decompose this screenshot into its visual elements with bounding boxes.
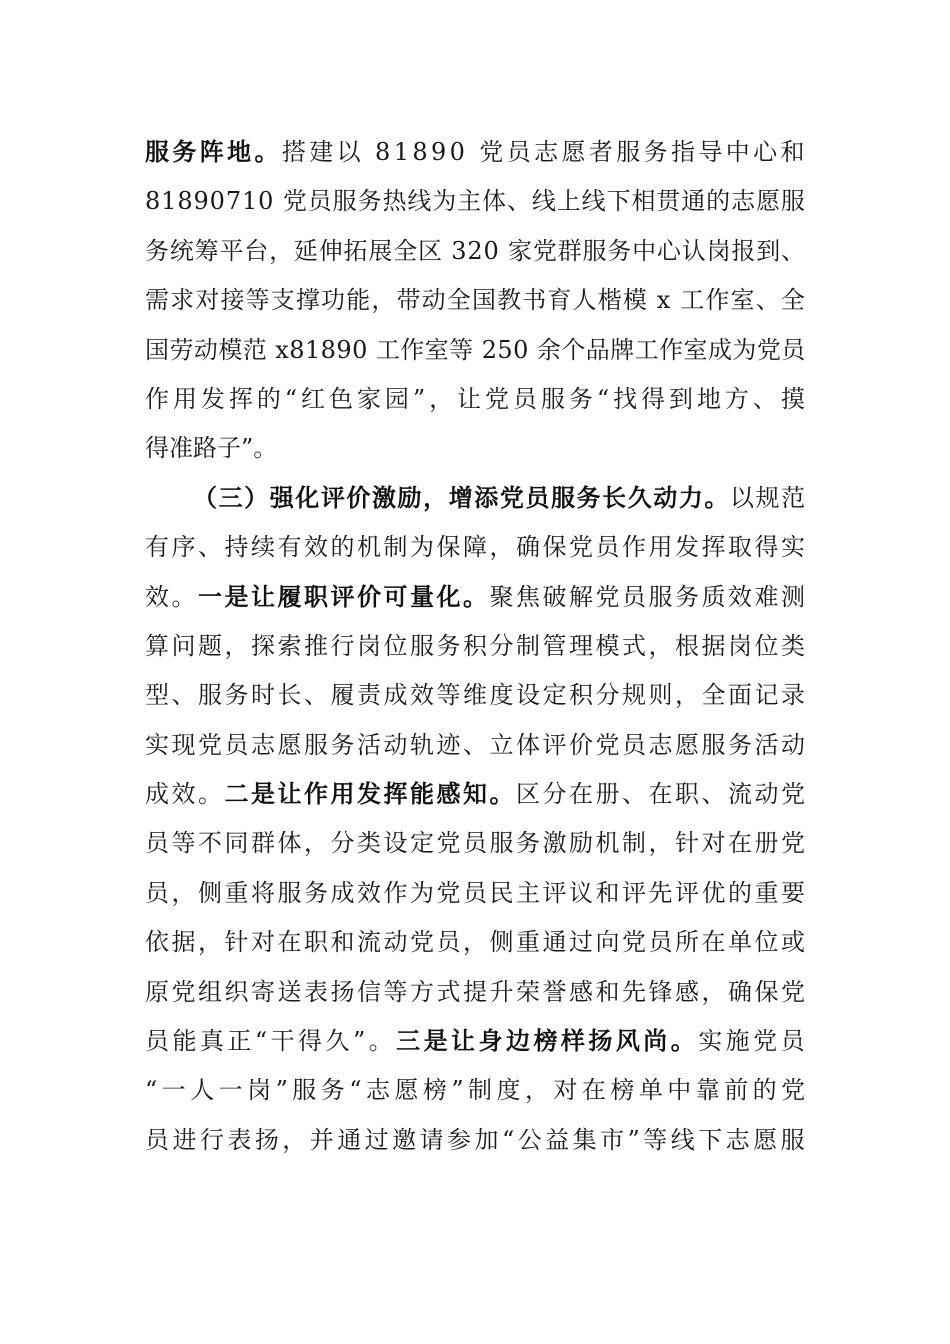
text-line-18 — [145, 968, 808, 1017]
text-line-15 — [145, 819, 808, 868]
text-line-6 — [145, 375, 809, 424]
section-heading: （三）强化评价激励，增添党员服务长久动力。 — [193, 483, 730, 512]
text-line-9 — [145, 523, 808, 572]
line-text: 实施党员 — [698, 1027, 809, 1056]
line-text: 成效。 — [145, 780, 225, 809]
text-line-16 — [145, 869, 808, 918]
section-heading-line — [145, 474, 805, 523]
line-text: 国劳动模范 x81890 工作室等 250 余个品牌工作室成为党员 — [145, 335, 806, 364]
text-line-11 — [145, 622, 808, 671]
bold-heading: 服务阵地。 — [145, 138, 282, 166]
text-line-7 — [145, 424, 805, 473]
line-text: 员能真正“干得久”。 — [145, 1027, 397, 1056]
text-line-14 — [145, 770, 808, 819]
text-line-3 — [145, 227, 805, 276]
text-line-5 — [145, 326, 805, 375]
text-line-20 — [145, 1066, 810, 1115]
line-text: 员等不同群体，分类设定党员服务激励机制，针对在册党 — [145, 829, 808, 858]
text-line-2 — [145, 177, 805, 226]
line-text: 聚焦破解党员服务质效难测 — [489, 582, 808, 611]
line-text: 有序、持续有效的机制为保障，确保党员作用发挥取得实 — [145, 533, 808, 562]
line-text: 效。 — [145, 582, 198, 611]
line-text: 原党组织寄送表扬信等方式提升荣誉感和先锋感，确保党 — [145, 977, 808, 1006]
bold-subheading: 一是让履职评价可量化。 — [198, 582, 490, 611]
line-text: 需求对接等支撑功能，带动全国教书育人楷模 x 工作室、全 — [145, 286, 806, 315]
line-text: “一人一岗”服务“志愿榜”制度，对在榜单中靠前的党 — [145, 1076, 810, 1105]
line-text: 区分在册、在职、流动党 — [516, 780, 808, 809]
line-text: 得准路子”。 — [145, 434, 278, 463]
text-line-1 — [145, 128, 808, 177]
text-line-19 — [145, 1017, 809, 1066]
bold-subheading: 二是让作用发挥能感知。 — [224, 780, 516, 809]
line-text: 务统筹平台，延伸拓展全区 320 家党群服务中心认岗报到、 — [145, 236, 806, 265]
line-text: 算问题，探索推行岗位服务积分制管理模式，根据岗位类 — [145, 631, 808, 660]
line-text: 型、服务时长、履责成效等维度设定积分规则，全面记录 — [145, 681, 808, 710]
line-text: 以规范 — [729, 483, 807, 512]
line-text: 作用发挥的“红色家园”，让党员服务“找得到地方、摸 — [145, 384, 809, 413]
line-text: 员进行表扬，并通过邀请参加“公益集市”等线下志愿服 — [145, 1125, 809, 1154]
text-line-13 — [145, 721, 808, 770]
text-line-21 — [145, 1116, 809, 1165]
line-text: 依据，针对在职和流动党员，侧重通过向党员所在单位或 — [145, 928, 808, 957]
line-text: 81890710 党员服务热线为主体、线上线下相贯通的志愿服 — [145, 187, 806, 216]
line-text: 搭建以 81890 党员志愿者服务指导中心和 — [281, 138, 808, 166]
text-line-4 — [145, 276, 805, 325]
text-line-17 — [145, 918, 808, 967]
line-text: 员，侧重将服务成效作为党员民主评议和评先评优的重要 — [145, 878, 808, 907]
text-line-12 — [145, 671, 808, 720]
text-line-10 — [145, 573, 808, 622]
bold-subheading: 三是让身边榜样扬风尚。 — [396, 1027, 699, 1056]
document-page — [145, 128, 810, 1165]
line-text: 实现党员志愿服务活动轨迹、立体评价党员志愿服务活动 — [145, 730, 808, 759]
